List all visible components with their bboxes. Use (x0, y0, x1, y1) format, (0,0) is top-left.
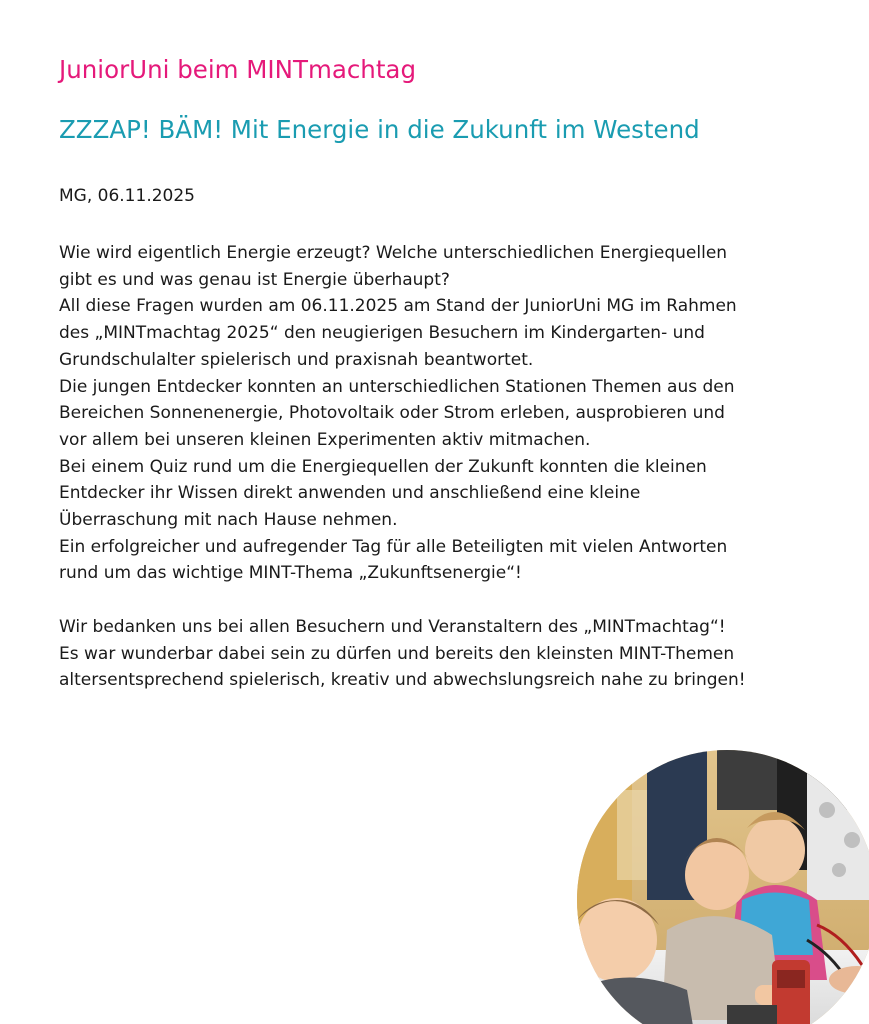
text-line: Wir bedanken uns bei allen Besuchern und Veranstaltern des „MINTmachtag“! (59, 616, 726, 637)
text-line: Die jungen Entdecker konnten an unterschiedlichen Stationen Themen aus den (59, 376, 735, 397)
children-experiment-photo (577, 750, 869, 1024)
text-line: rund um das wichtige MINT-Thema „Zukunftsenergie“! (59, 563, 522, 584)
text-line: All diese Fragen wurden am 06.11.2025 am Stand der JuniorUni MG im Rahmen (59, 296, 737, 317)
text-line: Wie wird eigentlich Energie erzeugt? Welche unterschiedlichen Energiequellen (59, 243, 728, 263)
photo-illustration (577, 750, 869, 1024)
text-line: Entdecker ihr Wissen direkt anwenden und anschließend eine kleine (59, 483, 641, 504)
article-paragraph-1 (59, 240, 849, 587)
article-kicker: JuniorUni beim MINTmachtag (59, 55, 416, 84)
text-line: Bereichen Sonnenenergie, Photovoltaik oder Strom erleben, ausprobieren und (59, 403, 725, 424)
article-headline: ZZZAP! BÄM! Mit Energie in die Zukunft im Westend (59, 115, 700, 144)
text-line: altersentsprechend spielerisch, kreativ und abwechslungsreich nahe zu bringen! (59, 670, 746, 691)
text-line: Ein erfolgreicher und aufregender Tag für alle Beteiligten mit vielen Antworten (59, 536, 728, 557)
article-body (59, 240, 849, 694)
text-line: Grundschulalter spielerisch und praxisnah beantwortet. (59, 349, 534, 370)
text-line: Bei einem Quiz rund um die Energiequellen der Zukunft konnten die kleinen (59, 456, 707, 477)
text-line: des „MINTmachtag 2025“ den neugierigen Besuchern im Kindergarten- und (59, 323, 705, 344)
paragraph-spacer (59, 587, 849, 614)
article-dateline: MG, 06.11.2025 (59, 186, 195, 206)
text-line: Es war wunderbar dabei sein zu dürfen und bereits den kleinsten MINT-Themen (59, 643, 735, 664)
article-paragraph-2 (59, 614, 849, 694)
text-line: vor allem bei unseren kleinen Experimenten aktiv mitmachen. (59, 429, 591, 450)
text-line: gibt es und was genau ist Energie überhaupt? (59, 269, 450, 290)
text-line: Überraschung mit nach Hause nehmen. (59, 510, 398, 531)
